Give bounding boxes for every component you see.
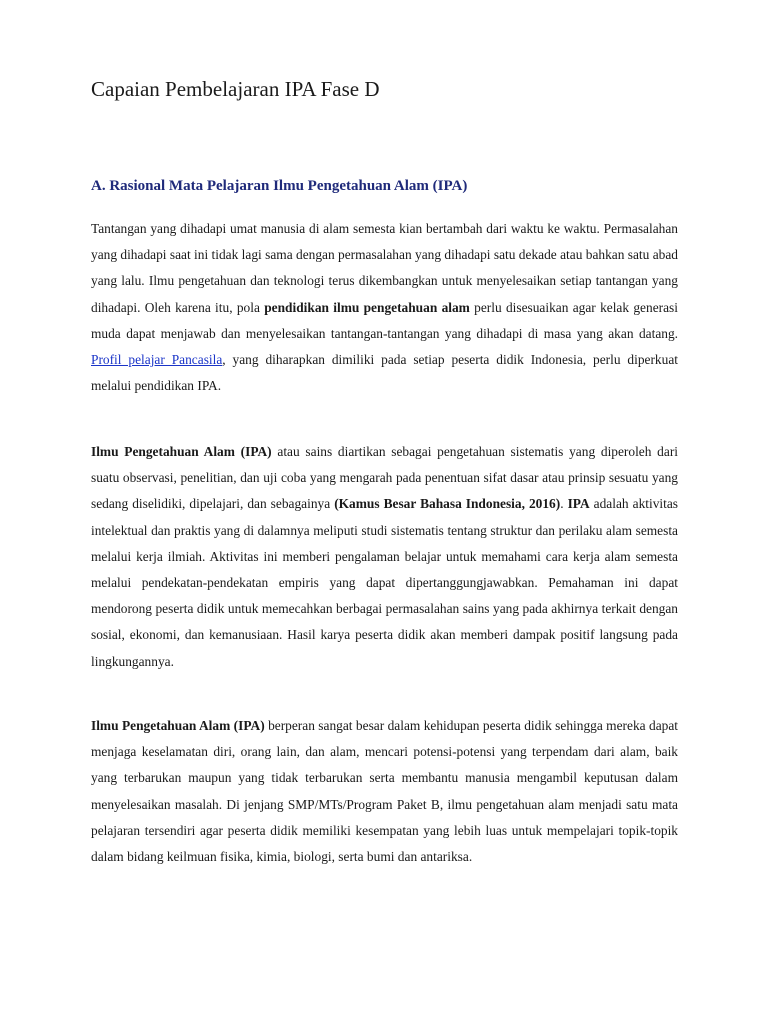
paragraph-text: . xyxy=(560,496,568,512)
paragraph-rasional-1 xyxy=(91,216,678,399)
profil-pelajar-pancasila-link[interactable]: Profil pelajar Pancasila xyxy=(91,352,223,368)
bold-phrase: pendidikan ilmu pengetahuan alam xyxy=(264,299,470,315)
paragraph-text: adalah aktivitas intelektual dan praktis yang di dalamnya meliputi studi sistematis tentang struktur dan perilaku alam semesta melalui kerja ilmiah. Aktivitas ini memberi pengalaman belajar untuk memahami cara kerja alam semesta melalui pendekatan-pendekatan empiris yang dapat dipertanggungjawabkan. Pemahaman ini dapat mendorong peserta didik untuk memecahkan berbagai permasalahan sains yang pada akhirnya terkait dengan sosial, ekonomi, dan kemanusiaan. Hasil karya peserta didik akan memberi dampak positif langsung pada lingkungannya. xyxy=(91,496,678,669)
document-title: Capaian Pembelajaran IPA Fase D xyxy=(91,77,380,101)
bold-phrase: IPA xyxy=(567,496,590,512)
citation: (Kamus Besar Bahasa Indonesia, 2016) xyxy=(334,496,561,512)
paragraph-text: , yang diharapkan dimiliki pada setiap peserta didik Indonesia, perlu diperkuat melalui pendidikan IPA. xyxy=(91,352,678,394)
paragraph-text: Tantangan yang dihadapi umat manusia di alam semesta kian bertambah dari waktu ke waktu. Permasalahan yang dihadapi saat ini tidak lagi sama dengan permasalahan yang dihadapi satu dekade atau bahkan satu abad yang lalu. Ilmu pengetahuan dan teknologi terus dikembangkan untuk menyelesaikan setiap tantangan yang dihadapi. Oleh karena itu, pola xyxy=(91,221,678,315)
bold-phrase: Ilmu Pengetahuan Alam (IPA) xyxy=(91,444,272,459)
paragraph-text: atau sains diartikan sebagai pengetahuan sistematis yang diperoleh dari suatu observasi, penelitian, dan uji coba yang mengarah pada penentuan sifat dasar atau prinsip sesuatu yang sedang diselidiki, dipelajari, dan sebagainya xyxy=(91,444,679,512)
paragraph-text: perlu disesuaikan agar kelak generasi muda dapat menjawab dan menyelesaikan tantangan-tantangan yang dihadapi di masa yang akan datang. xyxy=(91,299,678,341)
paragraph-text: berperan sangat besar dalam kehidupan peserta didik sehingga mereka dapat menjaga keselamatan diri, orang lain, dan alam, mencari potensi-potensi yang terpendam dari alam, baik yang terbarukan maupun yang tidak terbarukan serta membantu manusia mengambil keputusan dalam menyelesaikan masalah. Di jenjang SMP/MTs/Program Paket B, ilmu pengetahuan alam menjadi satu mata pelajaran tersendiri agar peserta didik memiliki kesempatan yang lebih luas untuk mempelajari topik-topik dalam bidang keilmuan fisika, kimia, biologi, serta bumi dan antariksa. xyxy=(91,718,678,865)
section-heading: A. Rasional Mata Pelajaran Ilmu Pengetahuan Alam (IPA) xyxy=(91,178,468,194)
paragraph-rasional-3 xyxy=(91,713,678,870)
bold-phrase: Ilmu Pengetahuan Alam (IPA) xyxy=(91,718,265,733)
paragraph-rasional-2 xyxy=(91,439,678,675)
